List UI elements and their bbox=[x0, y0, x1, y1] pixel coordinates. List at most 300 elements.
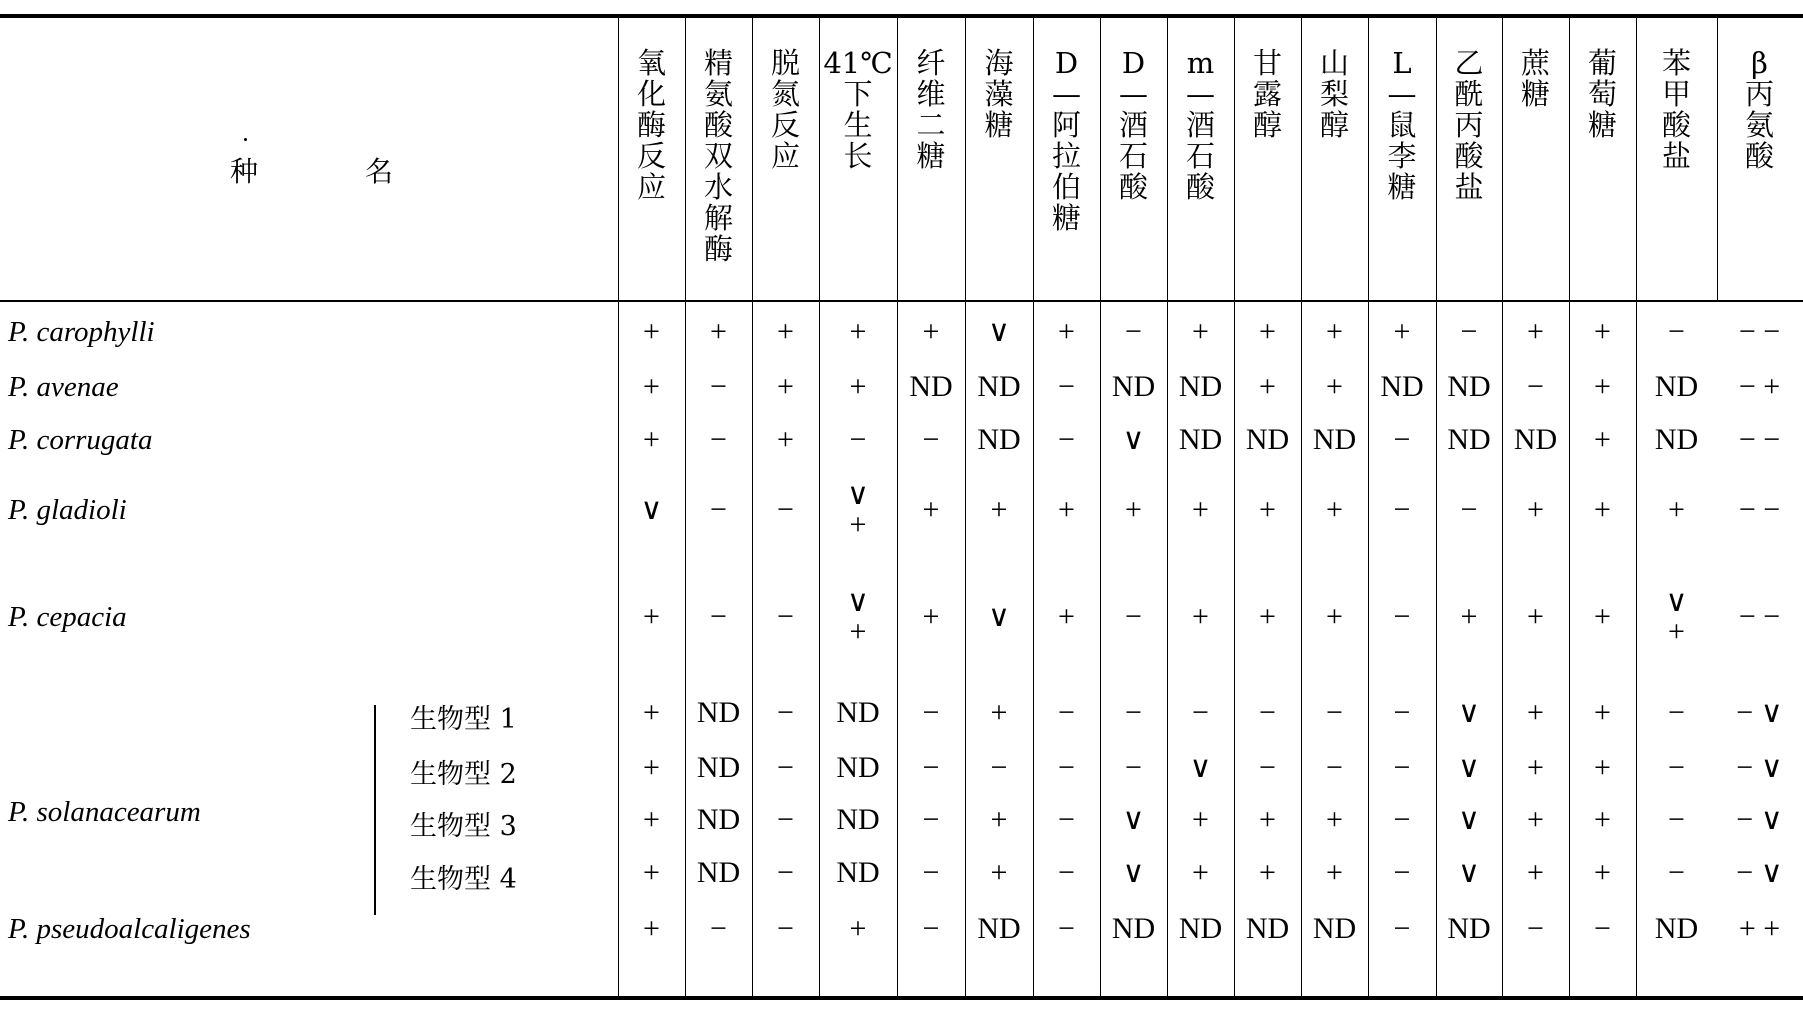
biotype-bracket bbox=[374, 705, 376, 915]
header-divider bbox=[1717, 16, 1718, 301]
result-value: + bbox=[1192, 493, 1209, 526]
column-header-text: 山 bbox=[1319, 46, 1349, 80]
result-cell bbox=[1100, 495, 1167, 525]
result-cell bbox=[1717, 753, 1802, 783]
column-header-text: 化 bbox=[636, 77, 666, 111]
species-name: P. cepacia bbox=[8, 601, 127, 633]
result-value: + bbox=[1668, 615, 1685, 648]
result-cell bbox=[1502, 753, 1569, 783]
result-cell bbox=[1569, 858, 1636, 888]
result-value: − bbox=[1192, 696, 1209, 729]
result-cell bbox=[1502, 602, 1569, 632]
species-name: P. solanacearum bbox=[8, 796, 201, 828]
column-header-16 bbox=[1636, 48, 1717, 172]
result-cell bbox=[1100, 698, 1167, 728]
result-value: − bbox=[922, 912, 940, 945]
result-value: − bbox=[777, 751, 794, 784]
column-header-text: 伯 bbox=[1051, 170, 1081, 204]
species-name: P. avenae bbox=[8, 371, 119, 403]
column-header-text: 露 bbox=[1252, 77, 1282, 111]
header-divider bbox=[819, 16, 820, 301]
result-value: − bbox=[922, 696, 940, 729]
result-cell bbox=[752, 372, 819, 402]
result-value: + bbox=[990, 856, 1008, 889]
result-cell bbox=[618, 698, 685, 728]
result-cell bbox=[1033, 805, 1100, 835]
column-header-text: 糖 bbox=[984, 108, 1014, 142]
result-cell bbox=[752, 753, 819, 783]
result-cell bbox=[1033, 317, 1100, 347]
result-cell bbox=[618, 425, 685, 455]
column-header-text: D bbox=[1121, 46, 1146, 80]
header-divider bbox=[1368, 16, 1369, 301]
result-value: ∨ bbox=[847, 478, 869, 511]
result-value: ND bbox=[696, 696, 741, 729]
result-cell bbox=[1636, 425, 1717, 455]
result-value: + bbox=[1527, 493, 1544, 526]
column-header-text: 纤 bbox=[916, 46, 946, 80]
result-value: − ∨ bbox=[1736, 803, 1783, 836]
result-value: + bbox=[643, 856, 660, 889]
result-value: ∨ bbox=[988, 600, 1010, 633]
result-cell bbox=[685, 317, 752, 347]
result-value: + bbox=[1259, 493, 1276, 526]
result-value: + bbox=[922, 315, 940, 348]
result-value: − bbox=[1326, 696, 1343, 729]
result-cell bbox=[1234, 914, 1301, 944]
header-divider bbox=[1636, 16, 1637, 301]
result-cell bbox=[1033, 602, 1100, 632]
result-value: ∨ bbox=[1122, 856, 1145, 889]
result-value: ND bbox=[1178, 370, 1223, 403]
result-value: + bbox=[1326, 370, 1343, 403]
result-value: − bbox=[1527, 370, 1544, 403]
column-header-text: 酶 bbox=[703, 232, 733, 266]
result-cell bbox=[1167, 602, 1234, 632]
result-cell bbox=[1636, 753, 1717, 783]
result-value: + bbox=[1058, 600, 1075, 633]
result-value: + bbox=[849, 508, 867, 541]
body-divider bbox=[1569, 301, 1570, 997]
result-value: ND bbox=[1312, 912, 1357, 945]
result-cell bbox=[752, 858, 819, 888]
result-value: − bbox=[1460, 493, 1478, 526]
species-name: P. corrugata bbox=[8, 424, 153, 456]
column-header-text: — bbox=[1119, 77, 1148, 111]
result-cell bbox=[1717, 698, 1802, 728]
result-cell bbox=[618, 495, 685, 525]
result-cell bbox=[1636, 587, 1717, 647]
result-cell bbox=[752, 495, 819, 525]
result-cell bbox=[1717, 317, 1802, 347]
result-value: − bbox=[1058, 696, 1075, 729]
result-cell bbox=[1502, 372, 1569, 402]
result-value: + bbox=[1058, 493, 1075, 526]
column-header-15 bbox=[1569, 48, 1636, 141]
result-value: − bbox=[710, 493, 727, 526]
result-cell bbox=[1167, 317, 1234, 347]
result-cell bbox=[618, 372, 685, 402]
column-header-text: 酸 bbox=[1661, 108, 1691, 142]
column-header-6 bbox=[965, 48, 1033, 141]
header-species-char-1: 种 bbox=[230, 155, 259, 188]
result-cell bbox=[1234, 495, 1301, 525]
result-cell bbox=[1368, 317, 1436, 347]
result-cell bbox=[897, 914, 965, 944]
result-value: + bbox=[1594, 370, 1611, 403]
result-cell bbox=[1234, 425, 1301, 455]
column-header-text: 精 bbox=[703, 46, 733, 80]
result-value: + bbox=[1594, 600, 1611, 633]
body-divider bbox=[965, 301, 966, 997]
result-cell bbox=[1301, 858, 1368, 888]
result-cell bbox=[1636, 914, 1717, 944]
result-cell bbox=[1234, 602, 1301, 632]
result-value: + bbox=[1527, 696, 1544, 729]
result-value: ND bbox=[836, 751, 880, 784]
result-cell bbox=[1502, 698, 1569, 728]
result-cell bbox=[1100, 805, 1167, 835]
result-cell bbox=[1033, 425, 1100, 455]
result-cell bbox=[1167, 805, 1234, 835]
result-value: − bbox=[1668, 315, 1685, 348]
header-divider bbox=[1301, 16, 1302, 301]
column-header-3 bbox=[752, 48, 819, 172]
result-value: + bbox=[922, 493, 940, 526]
column-header-text: — bbox=[1186, 77, 1215, 111]
result-cell bbox=[897, 753, 965, 783]
column-header-text: 甲 bbox=[1661, 77, 1691, 111]
result-value: + bbox=[1527, 315, 1544, 348]
result-value: + bbox=[849, 615, 867, 648]
result-value: − bbox=[1393, 912, 1411, 945]
result-value: ND bbox=[1654, 912, 1699, 945]
column-header-text: 鼠 bbox=[1387, 108, 1417, 142]
result-cell bbox=[685, 753, 752, 783]
result-value: − bbox=[1125, 751, 1142, 784]
column-header-text: 梨 bbox=[1319, 77, 1349, 111]
result-cell bbox=[897, 858, 965, 888]
result-cell bbox=[1636, 858, 1717, 888]
result-cell bbox=[1569, 317, 1636, 347]
result-value: − bbox=[1668, 856, 1685, 889]
result-cell bbox=[965, 425, 1033, 455]
result-cell bbox=[1234, 698, 1301, 728]
result-cell bbox=[1301, 805, 1368, 835]
result-value: ∨ bbox=[1122, 803, 1145, 836]
column-header-text: 41℃ bbox=[823, 46, 893, 80]
column-header-text: 拉 bbox=[1051, 139, 1081, 173]
result-value: − bbox=[1125, 600, 1142, 633]
result-value: ND bbox=[1245, 423, 1290, 456]
column-header-text: 葡 bbox=[1587, 46, 1617, 80]
result-value: − bbox=[710, 912, 727, 945]
header-divider bbox=[752, 16, 753, 301]
result-value: − bbox=[1668, 751, 1685, 784]
result-value: + bbox=[1460, 600, 1478, 633]
result-value: − bbox=[922, 751, 940, 784]
result-cell bbox=[685, 698, 752, 728]
column-header-text: 下 bbox=[843, 77, 873, 111]
result-cell bbox=[819, 317, 897, 347]
result-value: + bbox=[1594, 493, 1611, 526]
result-value: ∨ bbox=[1458, 856, 1480, 889]
result-cell bbox=[752, 805, 819, 835]
result-cell bbox=[1301, 602, 1368, 632]
result-cell bbox=[1301, 425, 1368, 455]
result-cell bbox=[819, 914, 897, 944]
result-value: + bbox=[710, 315, 727, 348]
result-cell bbox=[1301, 495, 1368, 525]
result-cell bbox=[1569, 602, 1636, 632]
column-header-text: β bbox=[1751, 46, 1768, 80]
result-value: ND bbox=[1447, 912, 1491, 945]
header-divider bbox=[618, 16, 619, 301]
column-header-text: 酒 bbox=[1118, 108, 1148, 142]
body-divider bbox=[1234, 301, 1235, 997]
result-value: + bbox=[1259, 600, 1276, 633]
result-value: ND bbox=[1178, 423, 1223, 456]
column-header-text: 甘 bbox=[1252, 46, 1282, 80]
result-value: ND bbox=[1447, 370, 1491, 403]
result-cell bbox=[965, 858, 1033, 888]
column-header-4 bbox=[819, 48, 897, 172]
body-divider bbox=[618, 301, 619, 997]
result-cell bbox=[1368, 858, 1436, 888]
result-value: + bbox=[1192, 600, 1209, 633]
result-value: ND bbox=[1312, 423, 1357, 456]
result-cell bbox=[965, 372, 1033, 402]
result-cell bbox=[1167, 858, 1234, 888]
result-value: − bbox=[1058, 912, 1075, 945]
column-header-text: 乙 bbox=[1454, 46, 1484, 80]
result-value: + bbox=[777, 423, 794, 456]
result-cell bbox=[1569, 425, 1636, 455]
result-value: − − bbox=[1738, 600, 1781, 633]
result-cell bbox=[1167, 753, 1234, 783]
result-cell bbox=[1502, 914, 1569, 944]
result-cell bbox=[1717, 372, 1802, 402]
result-cell bbox=[1502, 317, 1569, 347]
result-value: ND bbox=[977, 912, 1021, 945]
column-header-10 bbox=[1234, 48, 1301, 141]
result-cell bbox=[1636, 805, 1717, 835]
result-value: + bbox=[1594, 696, 1611, 729]
result-cell bbox=[1636, 317, 1717, 347]
result-value: + bbox=[1326, 493, 1343, 526]
result-cell bbox=[1167, 425, 1234, 455]
result-cell bbox=[1167, 698, 1234, 728]
result-cell bbox=[1636, 372, 1717, 402]
result-cell bbox=[819, 425, 897, 455]
result-value: − bbox=[1259, 751, 1276, 784]
result-value: − bbox=[777, 493, 794, 526]
result-cell bbox=[897, 495, 965, 525]
result-value: − bbox=[1668, 803, 1685, 836]
result-value: + bbox=[643, 423, 660, 456]
result-value: − bbox=[777, 856, 794, 889]
result-cell bbox=[965, 914, 1033, 944]
result-cell bbox=[1569, 698, 1636, 728]
result-value: ND bbox=[696, 856, 741, 889]
header-divider bbox=[1502, 16, 1503, 301]
result-value: ND bbox=[1447, 423, 1491, 456]
result-cell bbox=[1436, 698, 1502, 728]
result-value: + bbox=[643, 803, 660, 836]
result-value: ND bbox=[977, 370, 1021, 403]
result-value: ∨ bbox=[847, 585, 869, 618]
result-cell bbox=[685, 495, 752, 525]
result-value: + bbox=[1192, 315, 1209, 348]
result-cell bbox=[897, 425, 965, 455]
header-divider bbox=[1569, 16, 1570, 301]
result-cell bbox=[752, 698, 819, 728]
result-cell bbox=[752, 914, 819, 944]
result-cell bbox=[1033, 914, 1100, 944]
column-header-text: 氮 bbox=[770, 77, 800, 111]
result-value: + bbox=[643, 370, 660, 403]
result-cell bbox=[1502, 858, 1569, 888]
result-cell bbox=[1569, 495, 1636, 525]
result-cell bbox=[1100, 425, 1167, 455]
result-value: ND bbox=[1111, 370, 1156, 403]
result-value: + bbox=[1192, 856, 1209, 889]
result-value: − bbox=[922, 856, 940, 889]
result-cell bbox=[1436, 317, 1502, 347]
column-header-text: 酸 bbox=[703, 108, 733, 142]
result-value: ∨ bbox=[1458, 696, 1480, 729]
result-value: + bbox=[777, 315, 794, 348]
result-value: + bbox=[643, 600, 660, 633]
column-header-text: 糖 bbox=[1051, 201, 1081, 235]
column-header-text: 盐 bbox=[1454, 170, 1484, 204]
result-value: − bbox=[1125, 696, 1142, 729]
result-cell bbox=[618, 914, 685, 944]
result-value: + bbox=[643, 315, 660, 348]
column-header-text: 萄 bbox=[1587, 77, 1617, 111]
result-value: + bbox=[1668, 493, 1685, 526]
body-divider bbox=[752, 301, 753, 997]
result-value: ND bbox=[1513, 423, 1558, 456]
result-value: ND bbox=[1654, 370, 1699, 403]
result-value: + bbox=[990, 803, 1008, 836]
result-value: + bbox=[1259, 315, 1276, 348]
result-cell bbox=[618, 602, 685, 632]
column-header-text: 脱 bbox=[770, 46, 800, 80]
result-value: − bbox=[1326, 751, 1343, 784]
result-cell bbox=[819, 372, 897, 402]
column-header-text: 石 bbox=[1118, 139, 1148, 173]
result-value: ND bbox=[977, 423, 1021, 456]
result-cell bbox=[1368, 372, 1436, 402]
header-divider bbox=[685, 16, 686, 301]
result-value: + bbox=[1594, 856, 1611, 889]
result-cell bbox=[618, 753, 685, 783]
result-value: + bbox=[1527, 856, 1544, 889]
header-divider bbox=[965, 16, 966, 301]
body-divider bbox=[685, 301, 686, 997]
result-value: − bbox=[1393, 423, 1411, 456]
result-cell bbox=[897, 317, 965, 347]
result-cell bbox=[897, 602, 965, 632]
column-header-text: 丙 bbox=[1744, 77, 1774, 111]
result-cell bbox=[1436, 914, 1502, 944]
biotype-label: 生物型 4 bbox=[410, 864, 517, 895]
result-value: + bbox=[643, 751, 660, 784]
body-divider bbox=[1436, 301, 1437, 997]
result-cell bbox=[1100, 317, 1167, 347]
column-header-text: L bbox=[1392, 46, 1412, 80]
result-cell bbox=[1033, 858, 1100, 888]
result-value: + bbox=[990, 493, 1008, 526]
result-value: + bbox=[1594, 423, 1611, 456]
result-cell bbox=[965, 495, 1033, 525]
column-header-text: 阿 bbox=[1051, 108, 1081, 142]
result-cell bbox=[1301, 317, 1368, 347]
column-header-text: 生 bbox=[843, 108, 873, 142]
result-value: ∨ bbox=[1458, 751, 1480, 784]
column-header-13 bbox=[1436, 48, 1502, 203]
result-cell bbox=[1167, 914, 1234, 944]
column-header-text: 酒 bbox=[1185, 108, 1215, 142]
result-cell bbox=[1436, 425, 1502, 455]
result-cell bbox=[1301, 372, 1368, 402]
column-header-text: 糖 bbox=[1520, 77, 1550, 111]
column-header-text: 石 bbox=[1185, 139, 1215, 173]
result-value: + bbox=[1326, 315, 1343, 348]
result-cell bbox=[965, 602, 1033, 632]
result-cell bbox=[819, 587, 897, 647]
result-value: + bbox=[1594, 751, 1611, 784]
column-header-text: 解 bbox=[703, 201, 733, 235]
species-name: P. gladioli bbox=[8, 494, 127, 526]
header-species-char-2: 名 bbox=[365, 155, 394, 188]
result-cell bbox=[819, 858, 897, 888]
result-cell bbox=[1033, 495, 1100, 525]
body-divider bbox=[897, 301, 898, 997]
result-value: ∨ bbox=[1122, 423, 1145, 456]
column-header-12 bbox=[1368, 48, 1436, 203]
body-divider bbox=[1167, 301, 1168, 997]
result-value: + bbox=[849, 315, 867, 348]
result-cell bbox=[1569, 805, 1636, 835]
result-value: − bbox=[1259, 696, 1276, 729]
result-cell bbox=[897, 805, 965, 835]
column-header-text: 藻 bbox=[984, 77, 1014, 111]
result-value: ND bbox=[836, 696, 880, 729]
result-cell bbox=[1717, 805, 1802, 835]
header-divider bbox=[1436, 16, 1437, 301]
result-value: − − bbox=[1738, 493, 1781, 526]
result-cell bbox=[685, 805, 752, 835]
column-header-text: 氧 bbox=[636, 46, 666, 80]
result-cell bbox=[1502, 495, 1569, 525]
column-header-text: 醇 bbox=[1319, 108, 1349, 142]
result-value: − bbox=[1393, 600, 1411, 633]
result-value: + bbox=[643, 696, 660, 729]
result-value: − bbox=[1058, 803, 1075, 836]
column-header-7 bbox=[1033, 48, 1100, 234]
column-header-text: 双 bbox=[703, 139, 733, 173]
result-cell bbox=[1301, 753, 1368, 783]
result-cell bbox=[965, 317, 1033, 347]
result-cell bbox=[1301, 914, 1368, 944]
result-cell bbox=[1717, 858, 1802, 888]
result-cell bbox=[1717, 914, 1802, 944]
column-header-text: 苯 bbox=[1661, 46, 1691, 80]
result-cell bbox=[965, 753, 1033, 783]
result-cell bbox=[1436, 753, 1502, 783]
